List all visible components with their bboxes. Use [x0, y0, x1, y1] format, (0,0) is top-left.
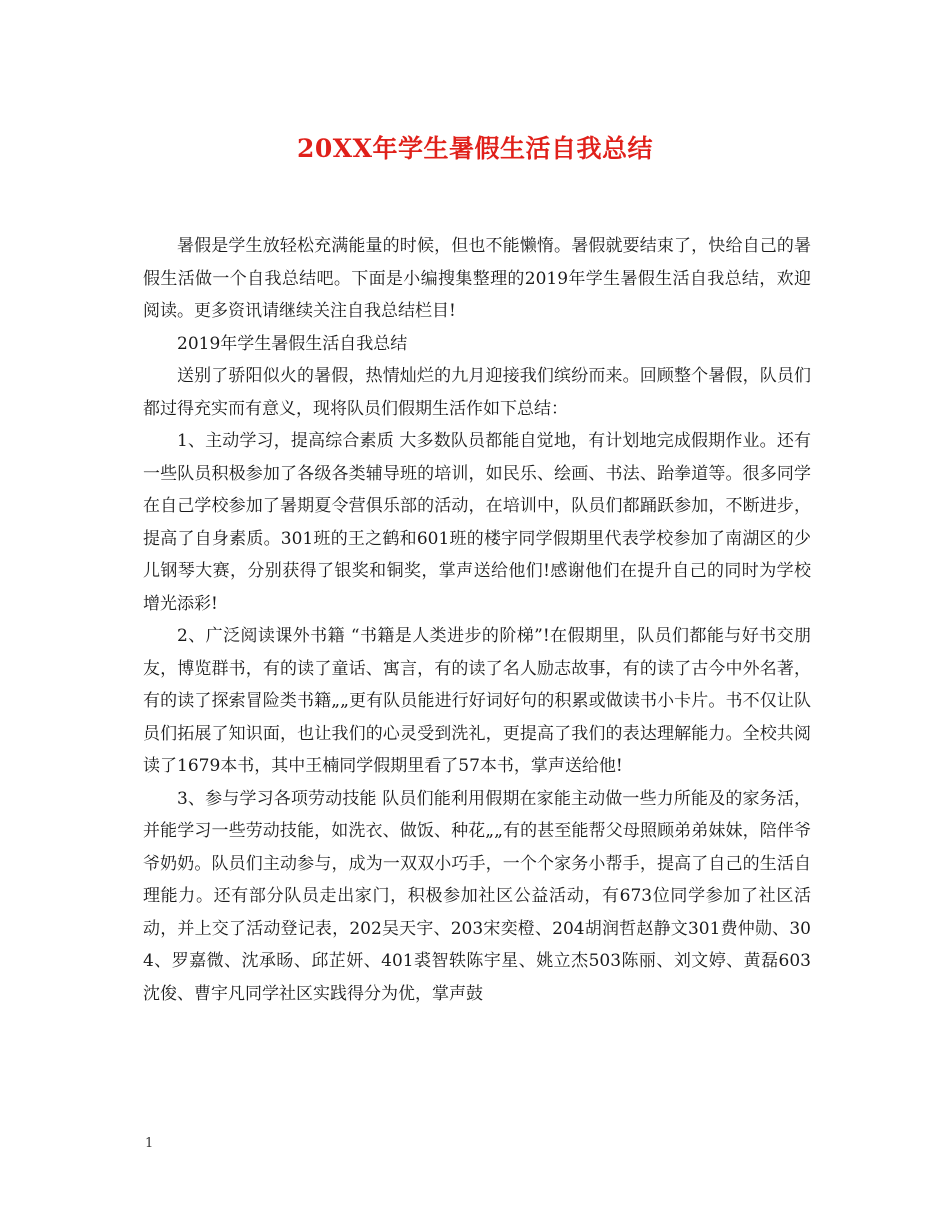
- document-body: [143, 230, 811, 1010]
- intro-paragraph: 暑假是学生放轻松充满能量的时候，但也不能懒惰。暑假就要结束了，快给自己的暑假生活做一个自我总结吧。下面是小编搜集整理的2019年学生暑假生活自我总结，欢迎阅读。更多资讯请继续关注自我总结栏目!: [143, 236, 811, 321]
- item-2-paragraph: 2、广泛阅读课外书籍 “书籍是人类进步的阶梯”!在假期里，队员们都能与好书交朋友，博览群书，有的读了童话、寓言，有的读了名人励志故事，有的读了古今中外名著，有的读了探索冒险类书籍„„更有队员能进行好词好句的积累或做读书小卡片。书不仅让队员们拓展了知识面，也让我们的心灵受到洗礼，更提高了我们的表达理解能力。全校共阅读了1679本书，其中王楠同学假期里看了57本书，掌声送给他!: [143, 626, 811, 776]
- page-number: 1: [145, 1136, 154, 1151]
- item-1-paragraph: 1、主动学习，提高综合素质 大多数队员都能自觉地，有计划地完成假期作业。还有一些队员积极参加了各级各类辅导班的培训，如民乐、绘画、书法、跆拳道等。很多同学在自己学校参加了暑期夏令营俱乐部的活动，在培训中，队员们都踊跃参加，不断进步，提高了自身素质。301班的王之鹤和601班的楼宇同学假期里代表学校参加了南湖区的少儿钢琴大赛，分别获得了银奖和铜奖，掌声送给他们!感谢他们在提升自己的同时为学校增光添彩!: [143, 431, 811, 614]
- opening-paragraph: 送别了骄阳似火的暑假，热情灿烂的九月迎接我们缤纷而来。回顾整个暑假，队员们都过得充实而有意义，现将队员们假期生活作如下总结：: [143, 366, 811, 419]
- section-heading: 2019年学生暑假生活自我总结: [177, 333, 408, 354]
- document-title: 20XX年学生暑假生活自我总结: [296, 134, 654, 163]
- item-3-paragraph: 3、参与学习各项劳动技能 队员们能利用假期在家能主动做一些力所能及的家务活，并能学习一些劳动技能，如洗衣、做饭、种花„„有的甚至能帮父母照顾弟弟妹妹，陪伴爷爷奶奶。队员们主动参与，成为一双双小巧手，一个个家务小帮手，提高了自己的生活自理能力。还有部分队员走出家门，积极参加社区公益活动，有673位同学参加了社区活动，并上交了活动登记表，202吴天宇、203宋奕橙、204胡润哲赵静文301费仲勋、304、罗嘉微、沈承旸、邱芷妍、401裘智轶陈宇星、姚立杰503陈丽、刘文婷、黄磊603沈俊、曹宇凡同学社区实践得分为优，掌声鼓: [143, 788, 811, 1004]
